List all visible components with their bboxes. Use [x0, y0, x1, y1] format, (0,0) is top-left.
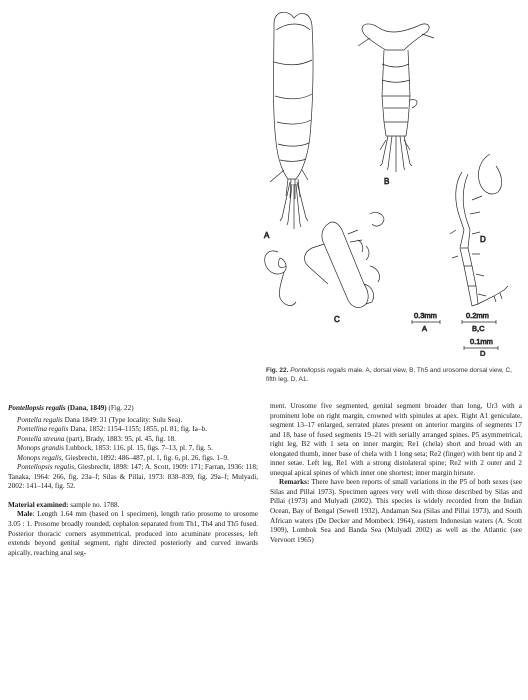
caption-species: Pontellopsis regalis	[290, 367, 347, 374]
synonym-entry	[8, 416, 258, 426]
figure-caption	[266, 366, 520, 384]
label-d: D	[480, 235, 486, 244]
species-heading-name: Pontellopsis regalis	[8, 404, 66, 412]
scale-bar-bc	[462, 311, 496, 333]
synonym-name: Monops grandis	[17, 444, 64, 453]
drawing-a-dorsal-view	[270, 12, 313, 229]
synonym-ref: Lubbock, 1853: 116, pl. 15, figs. 7–13, pl. 7, fig. 5.	[63, 444, 213, 453]
synonym-entry	[8, 435, 258, 445]
male-label: Male	[17, 510, 33, 519]
scale-bar-a	[412, 311, 440, 333]
label-b: B	[384, 177, 390, 186]
synonym-ref: Dana, 1852: 1154–1155; 1855, pl. 81, fig. Ia–b.	[68, 425, 207, 434]
species-heading-fig-ref: (Fig. 22)	[106, 404, 134, 412]
synonym-name: Pontellina regalis	[17, 425, 69, 434]
synonym-ref: , Giesbrecht, 1892: 486–487, pl. 1, fig. 6, pl. 26, figs. 1–9.	[61, 453, 229, 462]
remarks-text: There have been reports of small variations in the P5 of both sexes (see Silas and Pillai 1973). Specimen agrees very well with those described by Silas and Pillai (1973) and Mulyadi (2002). This species is widely recorded from the Indian Ocean, Bay of Bengal (Sewell 1932), Andaman Sea (Silas and Pillai 1973), and South African waters (De Decker and Mombeck 1964), eastern Indonesian waters (A. Scott 1909), Lombok Sea and Banda Sea (Mulyadi 2002) as well as the Atlantic (see Vervoort 1965)	[270, 478, 522, 544]
material-examined	[8, 501, 258, 511]
figure-22	[258, 4, 524, 356]
synonym-entry	[8, 444, 258, 454]
synonym-name: Monops regalis	[17, 453, 62, 462]
scale-bar-a-value: 0.3mm	[414, 311, 437, 320]
synonym-ref: (part), Brady, 1883: 95, pl. 45, fig. 18.	[64, 434, 176, 443]
species-heading	[8, 404, 258, 414]
caption-fig-label: Fig. 22.	[266, 367, 289, 374]
male-description-continued: ment. Urosome five segmented, genital segment broader than long, Ur3 with a prominent lobe on right margin, crowned with spinules at apex. Right A1 geniculate, segment 13–17 enlarged, serrated plates present on anterior margins of segments 17 and 18, base of fused segments 19–21 with serially arranged spines. P5 asymmetrical, right leg, B2 with 1 seta on inner margin; Re1 (chela) short and broad with an elongated thumb, inner base of chela with 1 long seta; Re2 (finger) with bent tip and 2 inner setae. Left leg, Re1 with a strong distolateral spine; Re2 with 2 outer and 2 unequal apical spines of which inner one shortest; inner margin hirsute.	[270, 402, 522, 477]
scale-bar-d-unit: D	[480, 349, 486, 356]
synonym-ref: , Giesbrecht, 1898: 147; A. Scott, 1909: 171; Farran, 1936: 118; Tanaka, 1964: 266, fig. 23a–f; Silas & Pillai, 1973: 838–839, fig. 29a–f; Mulyadi, 2002: 141–144, fig. 52.	[8, 463, 258, 491]
male-text: : Length 1.64 mm (based on 1 specimen), length ratio prosome to urosome 3.05 : 1. Prosome broadly rounded, cephalon separated from Th1, Th4 and Th5 fused. Posterior thoracic corners asymmetrical, produced into acuminate processes, left extends beyond genital segment, right directed posteriorly and curved inwards apically, reaching anal seg-	[8, 510, 258, 557]
scale-bar-bc-value: 0.2mm	[466, 311, 489, 320]
synonym-entry	[8, 463, 258, 492]
synonym-entry	[8, 425, 258, 435]
synonym-name: Pontella regalis	[17, 415, 63, 424]
label-a: A	[264, 231, 270, 240]
scale-bar-d-value: 0.1mm	[470, 337, 493, 346]
material-text: sample no. 1788.	[68, 500, 120, 509]
label-c: C	[334, 315, 340, 324]
synonym-name: Pontella streuna	[17, 434, 65, 443]
species-heading-authority: (Dana, 1849)	[65, 404, 107, 412]
remarks-label: Remarks:	[279, 478, 310, 487]
drawing-c-fifth-leg	[265, 212, 384, 307]
right-column	[270, 402, 522, 545]
male-description	[8, 510, 258, 558]
synonym-ref: Dana 1849: 31 (Type locality: Sulu Sea).	[62, 415, 183, 424]
synonym-name: Pontellopsis regalis	[17, 463, 75, 472]
drawing-b-urosome	[358, 24, 434, 172]
figure-drawings	[258, 4, 524, 356]
synonym-entry	[8, 454, 258, 464]
remarks-paragraph	[270, 478, 522, 545]
material-label: Material examined:	[8, 500, 69, 509]
drawing-d-antennule	[450, 154, 508, 306]
left-column	[8, 404, 258, 558]
scale-bar-bc-unit: B,C	[472, 324, 485, 333]
scale-bar-a-unit: A	[422, 324, 428, 333]
caption-text: male. A, dorsal view, B, Th5 and urosome dorsal view, C, fifth leg, D, A1.	[266, 367, 512, 384]
scale-bar-d	[464, 337, 498, 356]
